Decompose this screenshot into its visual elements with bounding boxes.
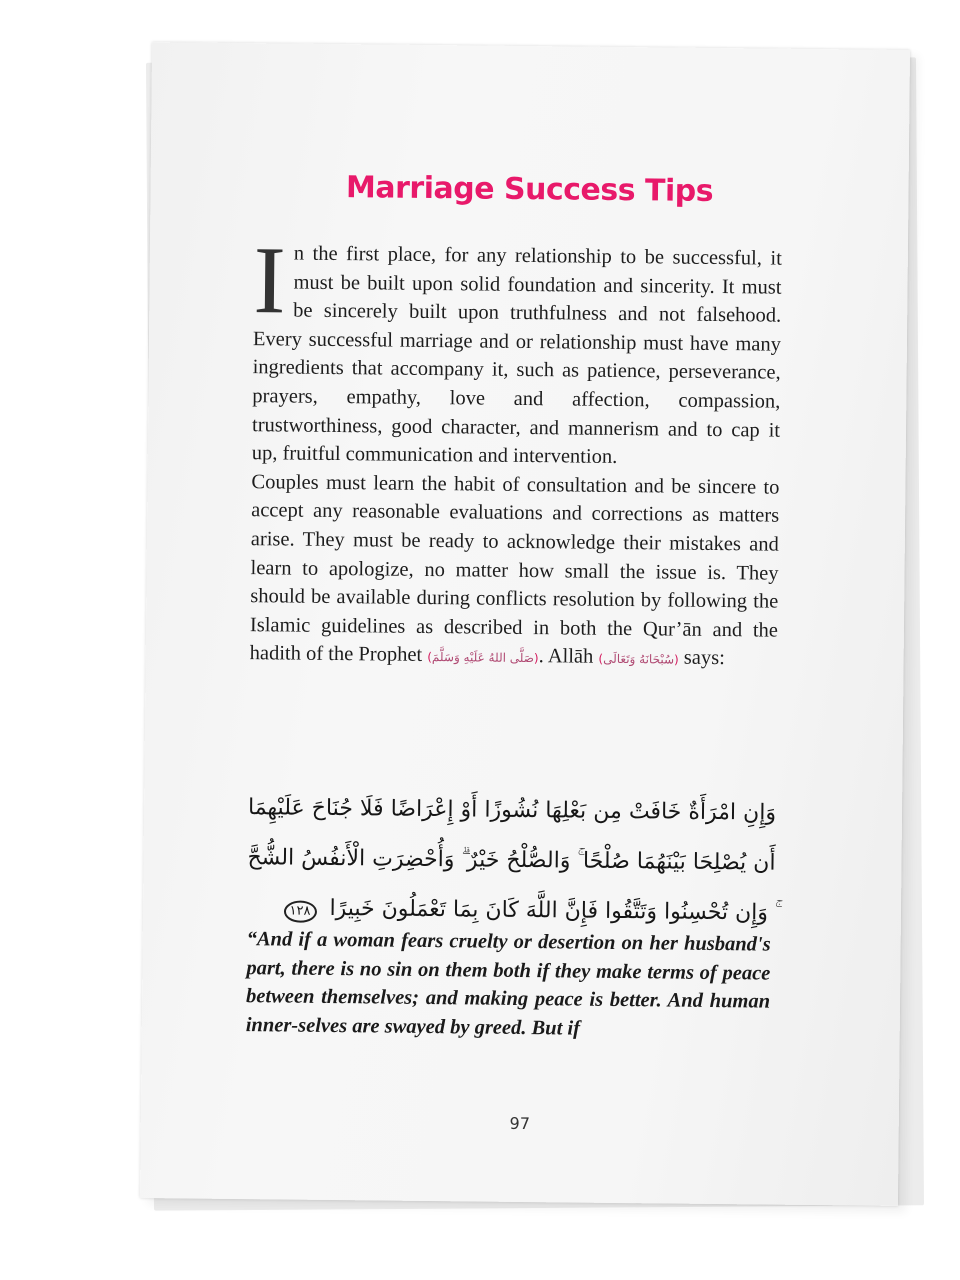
allah-text: . Allāh — [538, 645, 594, 669]
paragraph-2-text: Couples must learn the habit of consultation and be sincere to accept any reasonable evaluations and corrections as matters arise. They must be ready to acknowledge their mistakes and learn to apologize, no matter how small the issue is. They should be available during conflicts resolution by following the Islamic guidelines as described in both the Qur’ān and the hadith of the Prophet — [249, 470, 780, 667]
arabic-verse-text: وَإِنِ امْرَأَةٌ خَافَتْ مِن بَعْلِهَا نُشُوزًا أَوْ إِعْرَاضًا فَلَا جُنَاحَ عَلَيْهِمَا أَن يُصْلِحَا بَيْنَهُمَا صُلْحًا ۚ وَالصُّلْحُ خَيْرٌ ۗ وَأُحْضِرَتِ الْأَنفُسُ الشُّحَّ ۚ وَإِن تُحْسِنُوا وَتَتَّقُوا فَإِنَّ اللَّهَ كَانَ بِمَا تَعْمَلُونَ خَبِيرًا — [247, 795, 777, 926]
quran-verse-arabic — [247, 783, 777, 939]
allah-honorific: (سُبْحَانَهُ وَتَعَالَى) — [598, 652, 679, 667]
prophet-honorific-text: صَلَّى اللهُ عَلَيْهِ وَسَلَّمَ — [431, 650, 535, 666]
chapter-title: Marriage Success Tips — [345, 170, 714, 209]
paragraph-1 — [251, 226, 782, 473]
paragraph-1-text: n the first place, for any relationship to be successful, it must be built upon solid foundation and sincerity. It must be sincerely built upon truthfulness and not falsehood. Every successful marriage and or relationship must have many ingredients that accompany it, such as patience, perseverance, prayers, empathy, love and affection, compassion, trustworthiness, good character, and mannerism and to cap it up, fruitful communication and intervention. — [251, 242, 782, 469]
prophet-honorific: (صَلَّى اللهُ عَلَيْهِ وَسَلَّمَ) — [427, 650, 539, 666]
drop-cap: I — [253, 226, 287, 334]
page-number: 97 — [509, 1113, 531, 1134]
verse-translation: “And if a woman fears cruelty or desertion on her husband's part, there is no sin on them both if they make terms of peace between themselves; and making peace is better. And human inner-selves are swayed by greed. But if — [245, 928, 771, 1040]
book-page — [140, 42, 910, 1206]
verse-number-marker: ١٢٨ — [283, 900, 316, 922]
body-text — [249, 226, 782, 675]
paragraph-2 — [250, 468, 780, 676]
says-text: says: — [678, 646, 725, 670]
allah-honorific-text: سُبْحَانَهُ وَتَعَالَى — [603, 652, 675, 667]
